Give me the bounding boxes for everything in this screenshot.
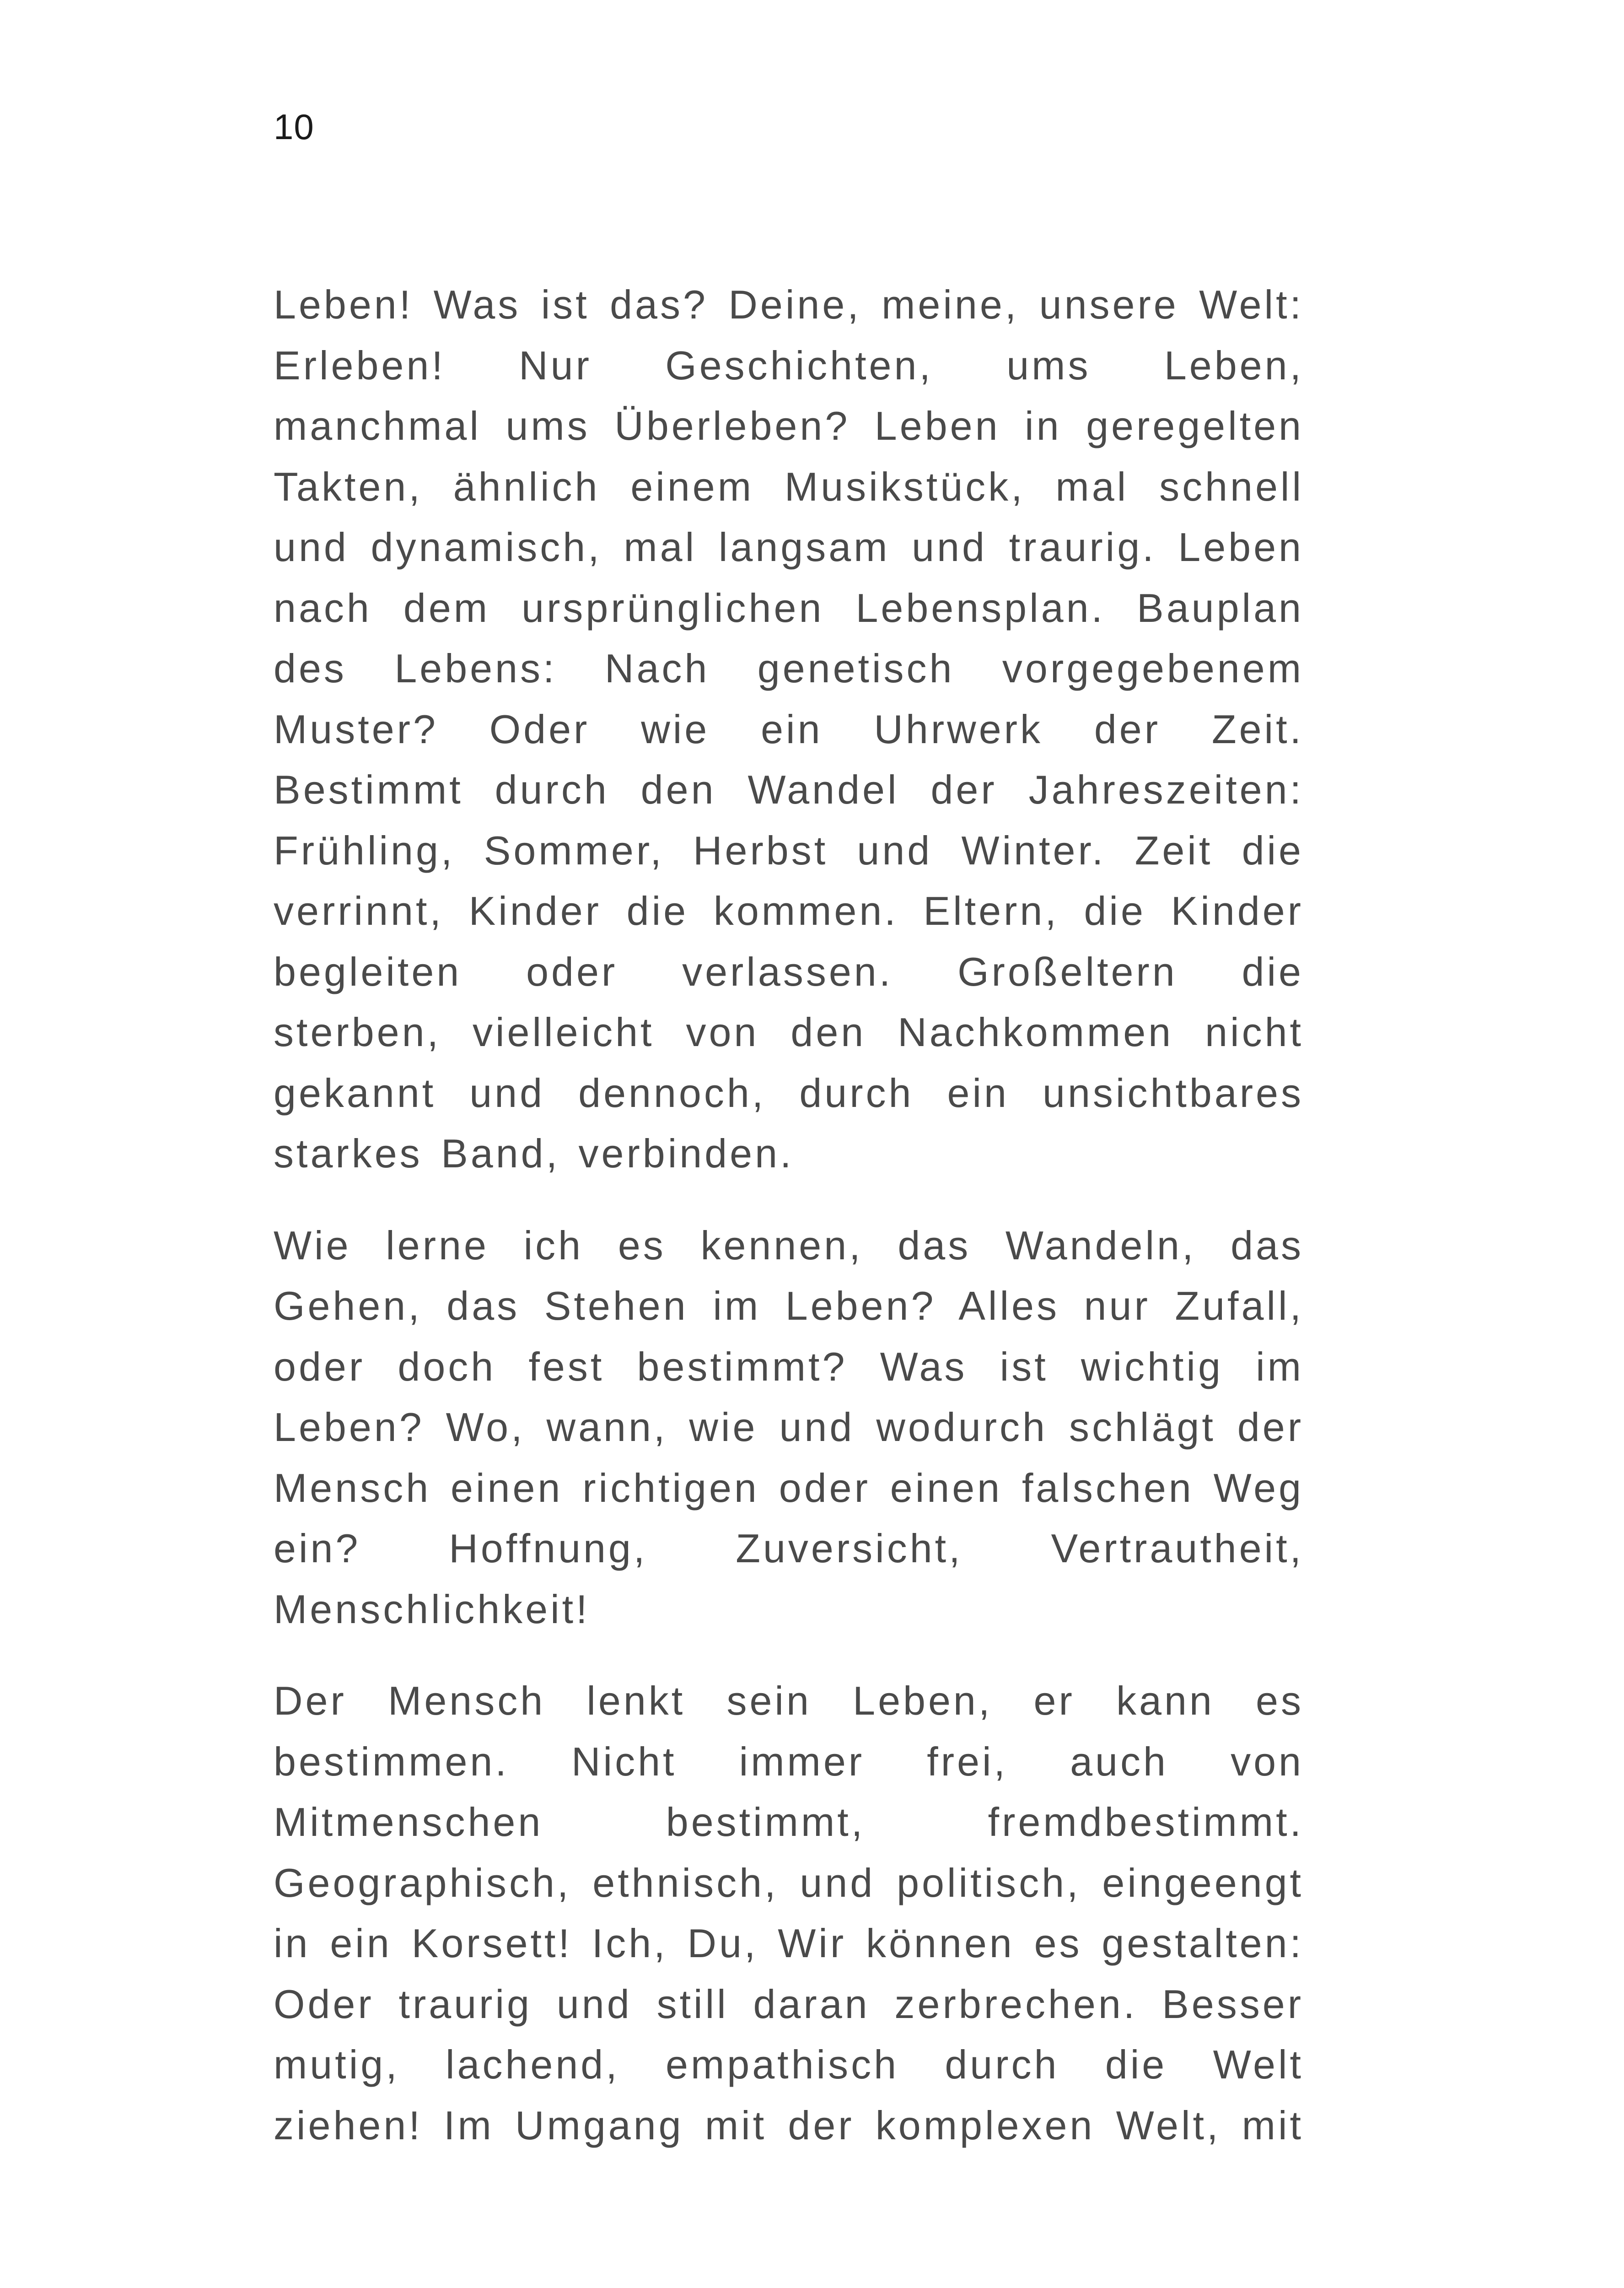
text-line: mutig, lachend, empathisch durch die Welt [274,2042,1304,2087]
text-line: Erleben! Nur Geschichten, ums Leben, [274,342,1304,388]
text-line: Frühling, Sommer, Herbst und Winter. Zeit die [274,827,1304,873]
text-line: des Lebens: Nach genetisch vorgegebenem [274,646,1304,691]
text-line: ziehen! Im Umgang mit der komplexen Welt, mit [274,2102,1304,2148]
text-line: Geographisch, ethnisch, und politisch, eingeengt [274,1860,1304,1905]
text-line: Menschlichkeit! [274,1586,590,1632]
paragraph [274,275,1304,1184]
text-line: sterben, vielleicht von den Nachkommen nicht [274,1009,1304,1055]
text-line: Bestimmt durch den Wandel der Jahreszeiten: [274,767,1304,812]
text-line: gekannt und dennoch, durch ein unsichtbares [274,1070,1304,1116]
text-line: Oder traurig und still daran zerbrechen. Besser [274,1981,1304,2027]
text-line: starkes Band, verbinden. [274,1131,794,1176]
text-line: Mensch einen richtigen oder einen falschen Weg [274,1465,1304,1511]
text-line: nach dem ursprünglichen Lebensplan. Bauplan [274,585,1304,631]
text-line: Leben? Wo, wann, wie und wodurch schlägt der [274,1404,1304,1450]
text-line: und dynamisch, mal langsam und traurig. Leben [274,524,1304,570]
text-line: verrinnt, Kinder die kommen. Eltern, die Kinder [274,888,1304,934]
text-line: bestimmen. Nicht immer frei, auch von [274,1738,1304,1784]
text-line: Mitmenschen bestimmt, fremdbestimmt. [274,1799,1304,1845]
paragraph [274,1215,1304,1640]
text-line: Wie lerne ich es kennen, das Wandeln, das [274,1222,1304,1268]
text-line: Der Mensch lenkt sein Leben, er kann es [274,1678,1304,1723]
text-line: Takten, ähnlich einem Musikstück, mal schnell [274,464,1304,509]
body-text [274,275,1304,2156]
text-line: ein? Hoffnung, Zuversicht, Vertrautheit, [274,1526,1304,1571]
page-number: 10 [274,107,314,147]
text-line: oder doch fest bestimmt? Was ist wichtig im [274,1344,1304,1389]
text-line: Gehen, das Stehen im Leben? Alles nur Zufall, [274,1283,1304,1328]
text-line: Leben! Was ist das? Deine, meine, unsere Welt: [274,282,1304,327]
paragraph [274,1671,1304,2156]
text-line: begleiten oder verlassen. Großeltern die [274,949,1304,994]
text-line: Muster? Oder wie ein Uhrwerk der Zeit. [274,706,1304,752]
text-line: in ein Korsett! Ich, Du, Wir können es gestalten: [274,1921,1304,1966]
text-line: manchmal ums Überleben? Leben in geregelten [274,403,1304,448]
